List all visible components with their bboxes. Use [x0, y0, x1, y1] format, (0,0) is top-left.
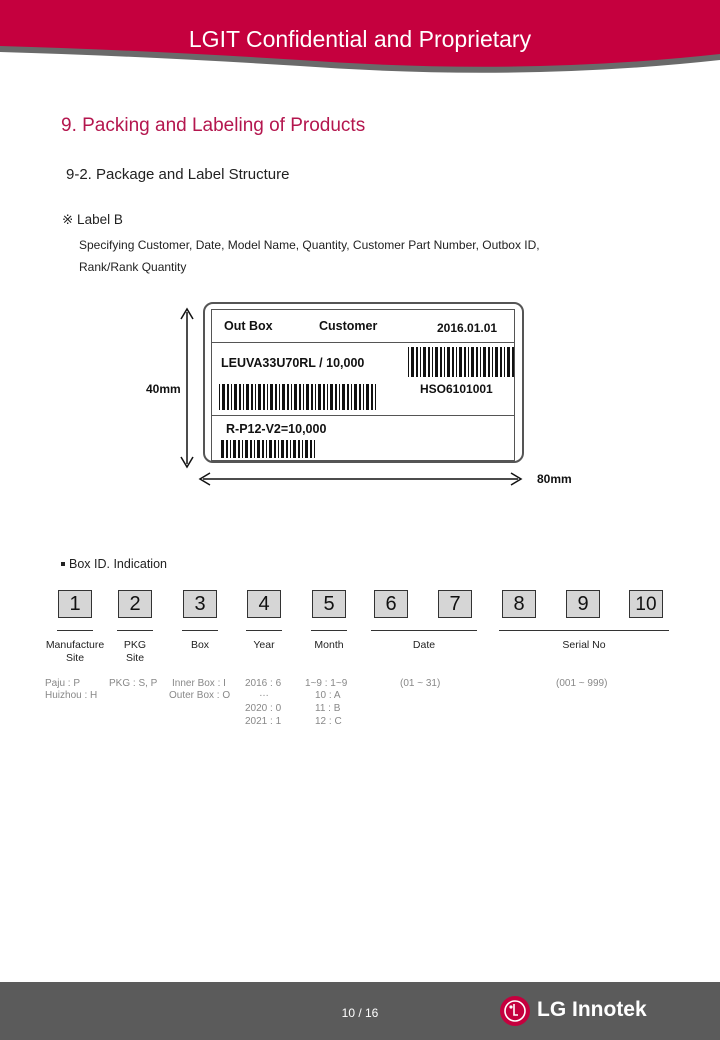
detail-inner-box: Inner Box : I: [172, 678, 226, 689]
detail-pkg: PKG : S, P: [109, 678, 158, 689]
label-date: 2016.01.01: [437, 321, 498, 335]
box-id-title: Box ID. Indication: [61, 557, 167, 571]
label-b-heading: ※ Label B: [62, 212, 123, 227]
underline-serial: [499, 630, 669, 631]
rank-barcode: [221, 440, 319, 458]
underline-box: [182, 630, 218, 631]
detail-date-range: (01 ~ 31): [400, 678, 441, 689]
label-divider-top: [212, 342, 514, 343]
section-title: 9. Packing and Labeling of Products: [61, 115, 366, 136]
box-id-digit-8: 8: [502, 590, 536, 618]
box-id-digit-5: 5: [312, 590, 346, 618]
column-label-manufacture: Manufacture Site: [45, 639, 105, 664]
detail-month-1-9: 1~9 : 1~9: [305, 678, 348, 689]
detail-month-11: 11 : B: [315, 703, 341, 714]
column-label-serial: Serial No: [562, 639, 606, 651]
underline-manufacture: [57, 630, 93, 631]
box-id-digit-2: 2: [118, 590, 152, 618]
box-id-digit-6: 6: [374, 590, 408, 618]
footer-bar: [0, 982, 720, 1040]
column-label-month: Month: [314, 639, 344, 651]
label-description-line1: Specifying Customer, Date, Model Name, Quantity, Customer Part Number, Outbox ID,: [79, 238, 540, 252]
label-divider-bottom: [212, 415, 514, 416]
underline-month: [311, 630, 347, 631]
width-dimension-label: 80mm: [537, 472, 572, 486]
detail-serial-range: (001 ~ 999): [556, 678, 608, 689]
label-customer: Customer: [319, 319, 378, 333]
box-id-digit-1: 1: [58, 590, 92, 618]
bullet-icon: [61, 562, 65, 566]
box-id-digit-10: 10: [629, 590, 663, 618]
underline-pkg: [117, 630, 153, 631]
box-id-digit-9: 9: [566, 590, 600, 618]
logo-text: LG Innotek: [537, 998, 647, 1021]
detail-outer-box: Outer Box : O: [169, 690, 231, 701]
detail-site-paju: Paju : P: [45, 678, 81, 689]
lg-innotek-logo: [500, 996, 680, 1028]
column-label-pkg: PKG Site: [123, 639, 147, 664]
underline-date: [371, 630, 477, 631]
detail-year-2021: 2021 : 1: [245, 716, 282, 727]
sub-title: 9-2. Package and Label Structure: [66, 166, 290, 183]
detail-site-huizhou: Huizhou : H: [45, 690, 98, 701]
label-out-box: Out Box: [224, 319, 273, 333]
column-label-date: Date: [412, 639, 436, 651]
lg-logo-icon: [500, 996, 530, 1026]
page-number: 10 / 16: [341, 1006, 379, 1020]
outbox-barcode: [408, 347, 515, 377]
underline-year: [246, 630, 282, 631]
header-title: LGIT Confidential and Proprietary: [188, 26, 532, 52]
label-rank: R-P12-V2=10,000: [226, 422, 327, 436]
label-model-quantity: LEUVA33U70RL / 10,000: [221, 356, 365, 370]
label-outbox-id: HSO6101001: [420, 382, 493, 396]
column-label-year: Year: [253, 639, 275, 651]
detail-year-2016: 2016 : 6: [245, 678, 282, 689]
column-label-box: Box: [190, 639, 210, 651]
box-id-digit-3: 3: [183, 590, 217, 618]
detail-year-2020: 2020 : 0: [245, 703, 282, 714]
height-dimension-label: 40mm: [146, 382, 181, 396]
box-id-digit-7: 7: [438, 590, 472, 618]
label-inner-frame: [211, 309, 515, 461]
label-description-line2: Rank/Rank Quantity: [79, 260, 187, 274]
model-barcode: [219, 384, 379, 410]
detail-month-10: 10 : A: [315, 690, 341, 701]
box-id-digit-4: 4: [247, 590, 281, 618]
detail-year-ellipsis: …: [259, 688, 269, 699]
detail-month-12: 12 : C: [315, 716, 342, 727]
